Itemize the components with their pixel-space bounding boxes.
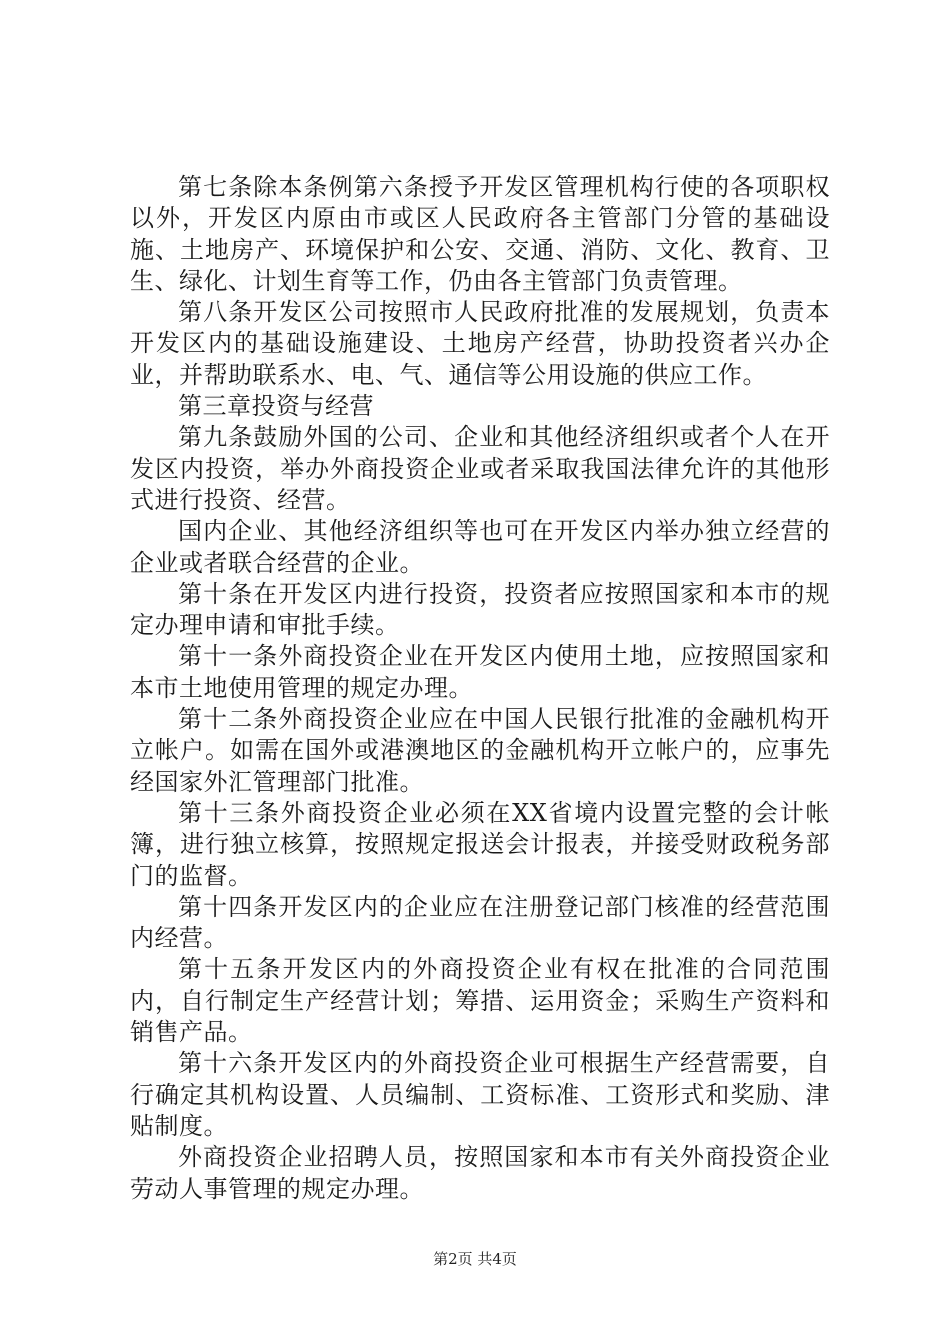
paragraph-article-11: 第十一条外商投资企业在开发区内使用土地，应按照国家和本市土地使用管理的规定办理。: [130, 642, 830, 702]
paragraph-article-8: 第八条开发区公司按照市人民政府批准的发展规划，负责本开发区内的基础设施建设、土地房产经营，协助投资者兴办企业，并帮助联系水、电、气、通信等公用设施的供应工作。: [130, 298, 830, 389]
paragraph-article-12: 第十二条外商投资企业应在中国人民银行批准的金融机构开立帐户。如需在国外或港澳地区的金融机构开立帐户的，应事先经国家外汇管理部门批准。: [130, 705, 830, 796]
paragraph-article-14: 第十四条开发区内的企业应在注册登记部门核准的经营范围内经营。: [130, 892, 830, 953]
paragraph-article-16: 第十六条开发区内的外商投资企业可根据生产经营需要，自行确定其机构设置、人员编制、工资标准、工资形式和奖励、津贴制度。: [130, 1049, 830, 1140]
paragraph-article-7: 第七条除本条例第六条授予开发区管理机构行使的各项职权以外，开发区内原由市或区人民政府各主管部门分管的基础设施、土地房产、环境保护和公安、交通、消防、文化、教育、卫生、绿化、计划生育等工作，仍由各主管部门负责管理。: [130, 173, 830, 295]
paragraph-domestic-enterprises: 国内企业、其他经济组织等也可在开发区内举办独立经营的企业或者联合经营的企业。: [130, 517, 830, 577]
paragraph-article-13: 第十三条外商投资企业必须在XX省境内设置完整的会计帐簿，进行独立核算，按照规定报送会计报表，并接受财政税务部门的监督。: [130, 798, 830, 890]
chapter-heading: 第三章投资与经营: [178, 392, 374, 421]
paragraph-article-9: 第九条鼓励外国的公司、企业和其他经济组织或者个人在开发区内投资，举办外商投资企业或者采取我国法律允许的其他形式进行投资、经营。: [130, 423, 830, 514]
document-body: [130, 172, 830, 1205]
paragraph-article-15: 第十五条开发区内的外商投资企业有权在批准的合同范围内，自行制定生产经营计划；筹措、运用资金；采购生产资料和销售产品。: [130, 955, 830, 1047]
page-number-footer: 第2页 共4页: [433, 1250, 517, 1268]
paragraph-article-10: 第十条在开发区内进行投资，投资者应按照国家和本市的规定办理申请和审批手续。: [130, 579, 830, 640]
paragraph-recruitment: 外商投资企业招聘人员，按照国家和本市有关外商投资企业劳动人事管理的规定办理。: [130, 1143, 830, 1203]
